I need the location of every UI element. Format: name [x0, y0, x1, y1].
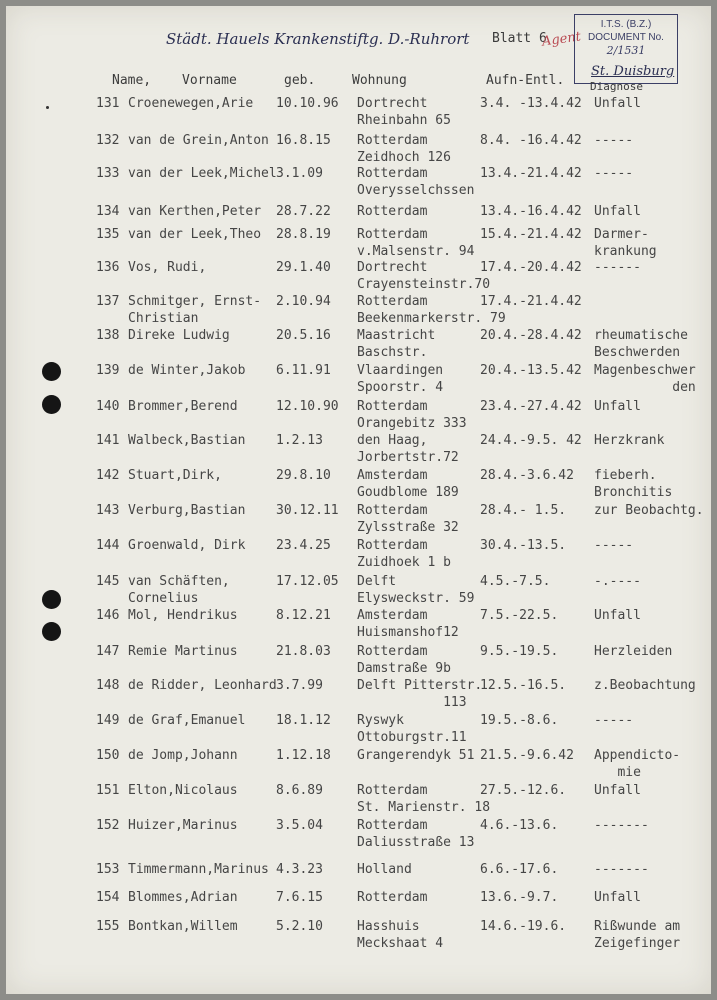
row-wohnung: Rotterdam Zuidhoek 1 b: [357, 538, 451, 570]
row-geb: 10.10.96: [276, 96, 339, 111]
row-dates: 17.4.-20.4.42: [480, 260, 582, 275]
row-num: 147: [96, 644, 120, 659]
row-wohnung: Rotterdam Zylsstraße 32: [357, 503, 459, 535]
row-geb: 16.8.15: [276, 133, 331, 148]
row-num: 146: [96, 608, 120, 623]
stamp-number: 2/1531: [606, 44, 646, 57]
row-geb: 17.12.05: [276, 574, 339, 589]
table-row: [6, 607, 711, 645]
row-diag: Magenbeschwer den: [594, 363, 696, 395]
table-row: [6, 537, 711, 575]
handwritten-title: Städt. Hauels Krankenstiftg. D.-Ruhrort: [166, 30, 470, 48]
handwritten-city: St. Duisburg: [591, 64, 675, 79]
row-diag: Unfall: [594, 96, 641, 111]
column-header-name: Name,: [112, 73, 152, 88]
document-page: [6, 6, 711, 994]
table-row: [6, 918, 711, 956]
row-geb: 1.2.13: [276, 433, 323, 448]
row-diag: -----: [594, 713, 634, 728]
table-row: [6, 293, 711, 331]
table-row: [6, 643, 711, 681]
row-wohnung: Delft Pitterstr. 113: [357, 678, 483, 710]
row-name: Groenwald, Dirk: [128, 538, 246, 553]
table-row: [6, 573, 711, 611]
row-geb: 6.11.91: [276, 363, 331, 378]
row-diag: ------: [594, 260, 641, 275]
row-name: van de Grein,Anton: [128, 133, 269, 148]
table-row: [6, 782, 711, 820]
row-diag: Appendicto- mie: [594, 748, 681, 780]
row-name: Walbeck,Bastian: [128, 433, 246, 448]
row-num: 152: [96, 818, 120, 833]
row-num: 150: [96, 748, 120, 763]
row-geb: 21.8.03: [276, 644, 331, 659]
row-dates: 14.6.-19.6.: [480, 919, 567, 934]
row-name: Elton,Nicolaus: [128, 783, 238, 798]
row-wohnung: Rotterdam St. Marienstr. 18: [357, 783, 491, 815]
row-num: 136: [96, 260, 120, 275]
row-name: Stuart,Dirk,: [128, 468, 222, 483]
row-geb: 2.10.94: [276, 294, 331, 309]
row-wohnung: Grangerendyk 51: [357, 748, 475, 763]
row-wohnung: Dortrecht Rheinbahn 65: [357, 96, 451, 128]
row-diag: Darmer- krankung: [594, 227, 657, 259]
row-geb: 18.1.12: [276, 713, 331, 728]
row-num: 140: [96, 399, 120, 414]
row-num: 137: [96, 294, 120, 309]
row-name: Schmitger, Ernst- Christian: [128, 294, 262, 326]
table-row: [6, 165, 711, 203]
row-dates: 19.5.-8.6.: [480, 713, 559, 728]
row-wohnung: Vlaardingen Spoorstr. 4: [357, 363, 444, 395]
row-wohnung: Rotterdam Overysselchssen: [357, 166, 475, 198]
row-diag: fieberh. Bronchitis: [594, 468, 673, 500]
row-wohnung: Rotterdam Damstraße 9b: [357, 644, 451, 676]
red-stamp: Agent: [541, 29, 582, 50]
row-num: 141: [96, 433, 120, 448]
stamp-line-2: DOCUMENT No.: [588, 32, 664, 43]
row-name: de Graf,Emanuel: [128, 713, 246, 728]
row-diag: Unfall: [594, 608, 641, 623]
row-wohnung: Rotterdam Daliusstraße 13: [357, 818, 475, 850]
row-dates: 28.4.-3.6.42: [480, 468, 574, 483]
row-geb: 4.3.23: [276, 862, 323, 877]
row-name: de Jomp,Johann: [128, 748, 238, 763]
row-geb: 8.6.89: [276, 783, 323, 798]
row-dates: 7.5.-22.5.: [480, 608, 559, 623]
row-name: van der Leek,Michel: [128, 166, 277, 181]
row-diag: rheumatische Beschwerden: [594, 328, 688, 360]
row-num: 155: [96, 919, 120, 934]
row-num: 134: [96, 204, 120, 219]
table-row: [6, 398, 711, 436]
row-name: van Schäften, Cornelius: [128, 574, 230, 606]
row-num: 154: [96, 890, 120, 905]
row-geb: 12.10.90: [276, 399, 339, 414]
row-wohnung: Rotterdam v.Malsenstr. 94: [357, 227, 475, 259]
row-dates: 13.6.-9.7.: [480, 890, 559, 905]
row-name: Direke Ludwig: [128, 328, 230, 343]
table-row: [6, 817, 711, 855]
row-dates: 23.4.-27.4.42: [480, 399, 582, 414]
row-wohnung: Rotterdam Beekenmarkerstr. 79: [357, 294, 506, 326]
table-row: [6, 362, 711, 400]
row-geb: 29.8.10: [276, 468, 331, 483]
row-name: Remie Martinus: [128, 644, 238, 659]
row-geb: 30.12.11: [276, 503, 339, 518]
row-diag: z.Beobachtung: [594, 678, 696, 693]
row-wohnung: Dortrecht Crayensteinstr.70: [357, 260, 491, 292]
row-diag: -------: [594, 818, 649, 833]
row-diag: Rißwunde am Zeigefinger: [594, 919, 681, 951]
row-num: 139: [96, 363, 120, 378]
row-diag: Herzleiden: [594, 644, 673, 659]
row-dates: 27.5.-12.6.: [480, 783, 567, 798]
row-wohnung: Rotterdam: [357, 204, 428, 219]
row-geb: 3.5.04: [276, 818, 323, 833]
row-num: 145: [96, 574, 120, 589]
table-row: [6, 677, 711, 715]
row-num: 133: [96, 166, 120, 181]
row-num: 135: [96, 227, 120, 242]
row-diag: Unfall: [594, 204, 641, 219]
row-diag: Herzkrank: [594, 433, 665, 448]
table-row: [6, 712, 711, 750]
row-wohnung: den Haag, Jorbertstr.72: [357, 433, 459, 465]
column-header-vorname: Vorname: [182, 73, 237, 88]
row-dates: 17.4.-21.4.42: [480, 294, 582, 309]
row-name: van Kerthen,Peter: [128, 204, 262, 219]
row-geb: 3.1.09: [276, 166, 323, 181]
table-row: [6, 467, 711, 505]
row-diag: Unfall: [594, 783, 641, 798]
sheet-number: Blatt 6: [492, 31, 547, 46]
row-geb: 28.7.22: [276, 204, 331, 219]
row-name: Vos, Rudi,: [128, 260, 207, 275]
row-wohnung: Ryswyk Ottoburgstr.11: [357, 713, 467, 745]
row-dates: 20.4.-13.5.42: [480, 363, 582, 378]
row-num: 144: [96, 538, 120, 553]
row-diag: -----: [594, 133, 634, 148]
row-geb: 7.6.15: [276, 890, 323, 905]
row-dates: 8.4. -16.4.42: [480, 133, 582, 148]
stamp-line-1: I.T.S. (B.Z.): [600, 19, 652, 30]
row-num: 151: [96, 783, 120, 798]
row-num: 132: [96, 133, 120, 148]
column-header-diagnose: Diagnose: [590, 80, 643, 93]
row-name: Verburg,Bastian: [128, 503, 246, 518]
row-wohnung: Delft Elysweckstr. 59: [357, 574, 475, 606]
table-row: [6, 327, 711, 365]
row-name: Timmermann,Marinus: [128, 862, 269, 877]
row-name: Blommes,Adrian: [128, 890, 238, 905]
row-geb: 29.1.40: [276, 260, 331, 275]
row-dates: 13.4.-16.4.42: [480, 204, 582, 219]
row-dates: 20.4.-28.4.42: [480, 328, 582, 343]
row-name: de Ridder, Leonhard: [128, 678, 277, 693]
row-num: 138: [96, 328, 120, 343]
row-name: van der Leek,Theo: [128, 227, 262, 242]
row-geb: 1.12.18: [276, 748, 331, 763]
row-diag: -.----: [594, 574, 641, 589]
row-wohnung: Rotterdam Zeidhoch 126: [357, 133, 451, 165]
column-header-wohnung: Wohnung: [352, 73, 407, 88]
row-dates: 3.4. -13.4.42: [480, 96, 582, 111]
column-header-geb: geb.: [284, 73, 316, 88]
row-wohnung: Rotterdam Orangebitz 333: [357, 399, 467, 431]
row-num: 149: [96, 713, 120, 728]
row-num: 153: [96, 862, 120, 877]
row-num: 142: [96, 468, 120, 483]
column-header-aufn-entl: Aufn-Entl.: [486, 73, 565, 88]
row-diag: -----: [594, 166, 634, 181]
row-dates: 15.4.-21.4.42: [480, 227, 582, 242]
row-diag: Unfall: [594, 399, 641, 414]
row-dates: 12.5.-16.5.: [480, 678, 567, 693]
row-dates: 30.4.-13.5.: [480, 538, 567, 553]
table-row: [6, 95, 711, 133]
row-diag: -----: [594, 538, 634, 553]
row-geb: 8.12.21: [276, 608, 331, 623]
row-name: de Winter,Jakob: [128, 363, 246, 378]
row-wohnung: Amsterdam Goudblome 189: [357, 468, 459, 500]
row-geb: 23.4.25: [276, 538, 331, 553]
row-num: 131: [96, 96, 120, 111]
row-dates: 13.4.-21.4.42: [480, 166, 582, 181]
row-wohnung: Hasshuis Meckshaat 4: [357, 919, 444, 951]
row-dates: 4.5.-7.5.: [480, 574, 551, 589]
row-num: 143: [96, 503, 120, 518]
row-diag: Unfall: [594, 890, 641, 905]
row-wohnung: Amsterdam Huismanshof12: [357, 608, 459, 640]
row-name: Croenewegen,Arie: [128, 96, 254, 111]
row-wohnung: Holland: [357, 862, 412, 877]
row-dates: 24.4.-9.5. 42: [480, 433, 582, 448]
row-geb: 28.8.19: [276, 227, 331, 242]
row-name: Huizer,Marinus: [128, 818, 238, 833]
row-name: Bontkan,Willem: [128, 919, 238, 934]
row-dates: 9.5.-19.5.: [480, 644, 559, 659]
row-diag: zur Beobachtg.: [594, 503, 704, 518]
row-name: Brommer,Berend: [128, 399, 238, 414]
row-dates: 28.4.- 1.5.: [480, 503, 567, 518]
row-dates: 21.5.-9.6.42: [480, 748, 574, 763]
table-row: [6, 432, 711, 470]
row-num: 148: [96, 678, 120, 693]
row-geb: 3.7.99: [276, 678, 323, 693]
row-name: Mol, Hendrikus: [128, 608, 238, 623]
row-dates: 6.6.-17.6.: [480, 862, 559, 877]
row-wohnung: Rotterdam: [357, 890, 428, 905]
row-geb: 20.5.16: [276, 328, 331, 343]
table-row: [6, 502, 711, 540]
table-row: [6, 259, 711, 297]
table-row: [6, 747, 711, 785]
row-diag: -------: [594, 862, 649, 877]
row-wohnung: Maastricht Baschstr.: [357, 328, 436, 360]
row-geb: 5.2.10: [276, 919, 323, 934]
row-dates: 4.6.-13.6.: [480, 818, 559, 833]
